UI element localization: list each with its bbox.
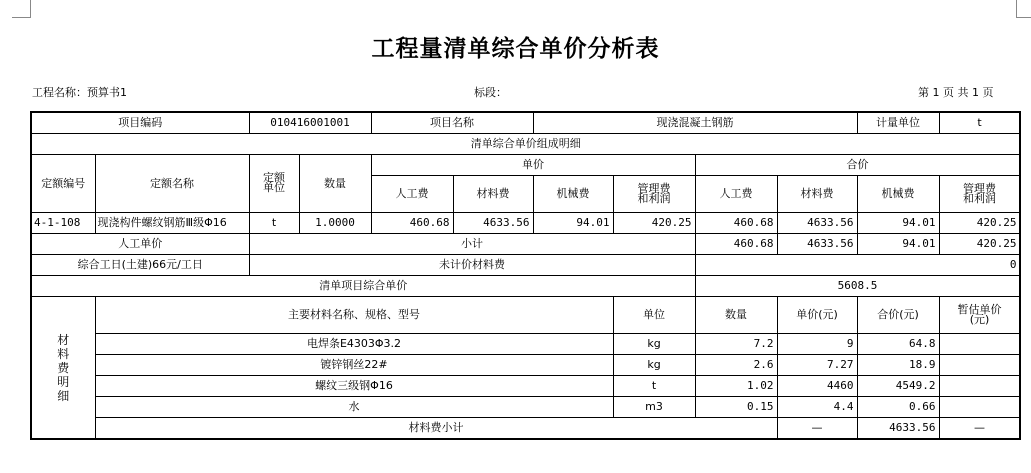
total-mgmt-header-line1: 管理费 — [963, 181, 997, 195]
material-row — [31, 397, 1020, 418]
material-est-unit-header-line1: 暂估单价 — [957, 302, 1002, 316]
composition-title: 清单综合单价组成明细 — [31, 134, 1020, 155]
material-name: 镀锌钢丝22# — [95, 355, 613, 376]
quota-unit-material: 4633.56 — [453, 213, 533, 234]
total-labor-header: 人工费 — [695, 176, 777, 213]
material-unit-header: 单位 — [613, 297, 695, 334]
unit-mgmt-header — [613, 176, 695, 213]
material-quantity-header: 数量 — [695, 297, 777, 334]
workday-rate-label: 综合工日(土建)66元/工日 — [31, 255, 249, 276]
labor-unit-price-label: 人工单价 — [31, 234, 249, 255]
material-unit: t — [613, 376, 695, 397]
material-subtotal-label: 材料费小计 — [95, 418, 777, 440]
material-unit-price: 7.27 — [777, 355, 857, 376]
material-name-header: 主要材料名称、规格、型号 — [95, 297, 613, 334]
corner-mark-left-h — [12, 17, 30, 18]
material-est-unit — [939, 376, 1020, 397]
total-mgmt-header-line2: 和利润 — [963, 191, 997, 205]
material-name: 电焊条E4303Φ3.2 — [95, 334, 613, 355]
quota-total-mgmt: 420.25 — [939, 213, 1020, 234]
project-code-value: 010416001001 — [249, 112, 371, 134]
material-total: 18.9 — [857, 355, 939, 376]
page-number: 第 1 页 共 1 页 — [918, 86, 994, 99]
project-info-row — [31, 112, 1020, 134]
material-total: 64.8 — [857, 334, 939, 355]
material-unit: m3 — [613, 397, 695, 418]
materials-side-label — [31, 297, 95, 440]
unpriced-row — [31, 255, 1020, 276]
quota-unit-mgmt: 420.25 — [613, 213, 695, 234]
subtotal-label: 小计 — [249, 234, 695, 255]
subtotal-row — [31, 234, 1020, 255]
unit-price-header: 单价 — [371, 155, 695, 176]
total-machine-header: 机械费 — [857, 176, 939, 213]
quantity-header: 数量 — [299, 155, 371, 213]
subtotal-mgmt: 420.25 — [939, 234, 1020, 255]
material-unit-price: 4460 — [777, 376, 857, 397]
quota-row — [31, 213, 1020, 234]
material-subtotal-row — [31, 418, 1020, 440]
subtotal-machine: 94.01 — [857, 234, 939, 255]
material-subtotal-unit-price: — — [777, 418, 857, 440]
quota-total-machine: 94.01 — [857, 213, 939, 234]
material-total: 4549.2 — [857, 376, 939, 397]
project-name-value: 现浇混凝土钢筋 — [533, 112, 857, 134]
quota-quantity: 1.0000 — [299, 213, 371, 234]
corner-mark-right-h — [1017, 17, 1031, 18]
materials-side-text: 材料费明细 — [57, 332, 70, 403]
corner-mark-left — [30, 0, 31, 18]
quota-total-material: 4633.56 — [777, 213, 857, 234]
composite-price-value: 5608.5 — [695, 276, 1020, 297]
material-quantity: 1.02 — [695, 376, 777, 397]
material-unit: kg — [613, 334, 695, 355]
corner-mark-right — [1016, 0, 1017, 18]
quota-name: 现浇构件螺纹钢筋Ⅲ级Φ16 — [95, 213, 249, 234]
material-total-header: 合价(元) — [857, 297, 939, 334]
material-name: 螺纹三级钢Φ16 — [95, 376, 613, 397]
material-row — [31, 355, 1020, 376]
quota-unit-header-line2: 单位 — [263, 181, 285, 194]
quota-unit-header — [249, 155, 299, 213]
material-quantity: 2.6 — [695, 355, 777, 376]
project-code-label: 项目编码 — [31, 112, 249, 134]
subtotal-material: 4633.56 — [777, 234, 857, 255]
quota-total-labor: 460.68 — [695, 213, 777, 234]
unpriced-material-value: 0 — [695, 255, 1020, 276]
material-quantity: 7.2 — [695, 334, 777, 355]
quota-unit-machine: 94.01 — [533, 213, 613, 234]
material-unit: kg — [613, 355, 695, 376]
total-material-header: 材料费 — [777, 176, 857, 213]
material-row — [31, 334, 1020, 355]
material-row — [31, 376, 1020, 397]
quota-unit: t — [249, 213, 299, 234]
unit-mgmt-header-line1: 管理费 — [637, 181, 671, 195]
unpriced-material-label: 未计价材料费 — [249, 255, 695, 276]
material-unit-price: 9 — [777, 334, 857, 355]
material-est-unit — [939, 397, 1020, 418]
quota-unit-header-line1: 定额 — [263, 171, 285, 184]
unit-machine-header: 机械费 — [533, 176, 613, 213]
unit-value: t — [939, 112, 1020, 134]
material-est-unit-header-line2: (元) — [969, 312, 990, 326]
material-est-unit — [939, 334, 1020, 355]
material-quantity: 0.15 — [695, 397, 777, 418]
unit-material-header: 材料费 — [453, 176, 533, 213]
material-subtotal-est-unit: — — [939, 418, 1020, 440]
composite-row — [31, 276, 1020, 297]
project-name-label: 项目名称 — [371, 112, 533, 134]
project-name: 工程名称：预算书1 — [32, 86, 127, 99]
total-mgmt-header — [939, 176, 1020, 213]
quota-code: 4-1-108 — [31, 213, 95, 234]
quota-name-header: 定额名称 — [95, 155, 249, 213]
material-est-unit — [939, 355, 1020, 376]
material-est-unit-header — [939, 297, 1020, 334]
subtotal-labor: 460.68 — [695, 234, 777, 255]
page-title: 工程量清单综合单价分析表 — [371, 36, 660, 62]
unit-labor-header: 人工费 — [371, 176, 453, 213]
quota-code-header: 定额编号 — [31, 155, 95, 213]
composite-price-label: 清单项目综合单价 — [31, 276, 695, 297]
unit-label: 计量单位 — [857, 112, 939, 134]
quota-unit-labor: 460.68 — [371, 213, 453, 234]
material-name: 水 — [95, 397, 613, 418]
unit-mgmt-header-line2: 和利润 — [637, 191, 671, 205]
material-subtotal-total: 4633.56 — [857, 418, 939, 440]
material-total: 0.66 — [857, 397, 939, 418]
material-unit-price-header: 单价(元) — [777, 297, 857, 334]
analysis-table — [30, 111, 1021, 440]
material-unit-price: 4.4 — [777, 397, 857, 418]
total-price-header: 合价 — [695, 155, 1020, 176]
section-label: 标段： — [474, 86, 507, 99]
